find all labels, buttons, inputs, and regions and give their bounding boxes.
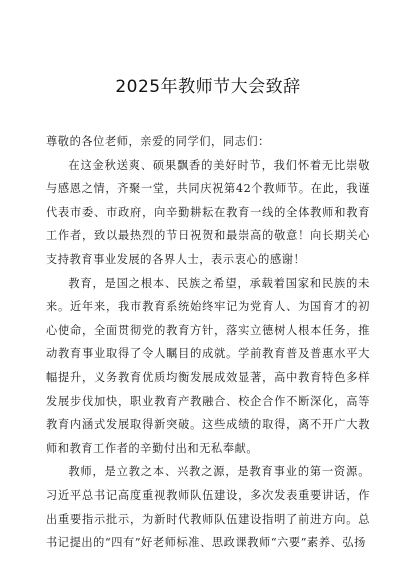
salutation: 尊敬的各位老师，亲爱的同学们，同志们： [46, 135, 270, 148]
document-title: 2025年教师节大会致辞 [115, 77, 301, 97]
document-body [46, 130, 370, 555]
paragraph-opening: 在这金秋送爽、硕果飘香的美好时节，我们怀着无比崇敬与感恩之情，齐聚一堂，共同庆祝第42个教师节。在此，我谨代表市委、市政府，向辛勤耕耘在教育一线的全体教师和教育工作者，致以最热烈的节日祝贺和最崇高的敬意！向长期关心支持教育事业发展的各界人士，表示衷心的感谢！ [46, 158, 370, 266]
paragraph-teachers: 教师，是立教之本、兴教之源，是教育事业的第一资源。习近平总书记高度重视教师队伍建设，多次发表重要讲话，作出重要指示批示，为新时代教师队伍建设指明了前进方向。总书记提出的“四有”好老师标准、思政课教师“六要”素养、弘扬 [46, 465, 370, 550]
paragraph-education-achievements: 教育，是国之根本、民族之希望，承载着国家和民族的未来。近年来，我市教育系统始终牢记为党育人、为国育才的初心使命，全面贯彻党的教育方针，落实立德树人根本任务，推动教育事业取得了令人瞩目的成就。学前教育普及普惠水平大幅提升，义务教育优质均衡发展成效显著，高中教育特色多样发展步伐加快，职业教育产教融合、校企合作不断深化，高等教育内涵式发展取得新突破。这些成绩的取得，离不开广大教师和教育工作者的辛勤付出和无私奉献。 [46, 276, 370, 455]
